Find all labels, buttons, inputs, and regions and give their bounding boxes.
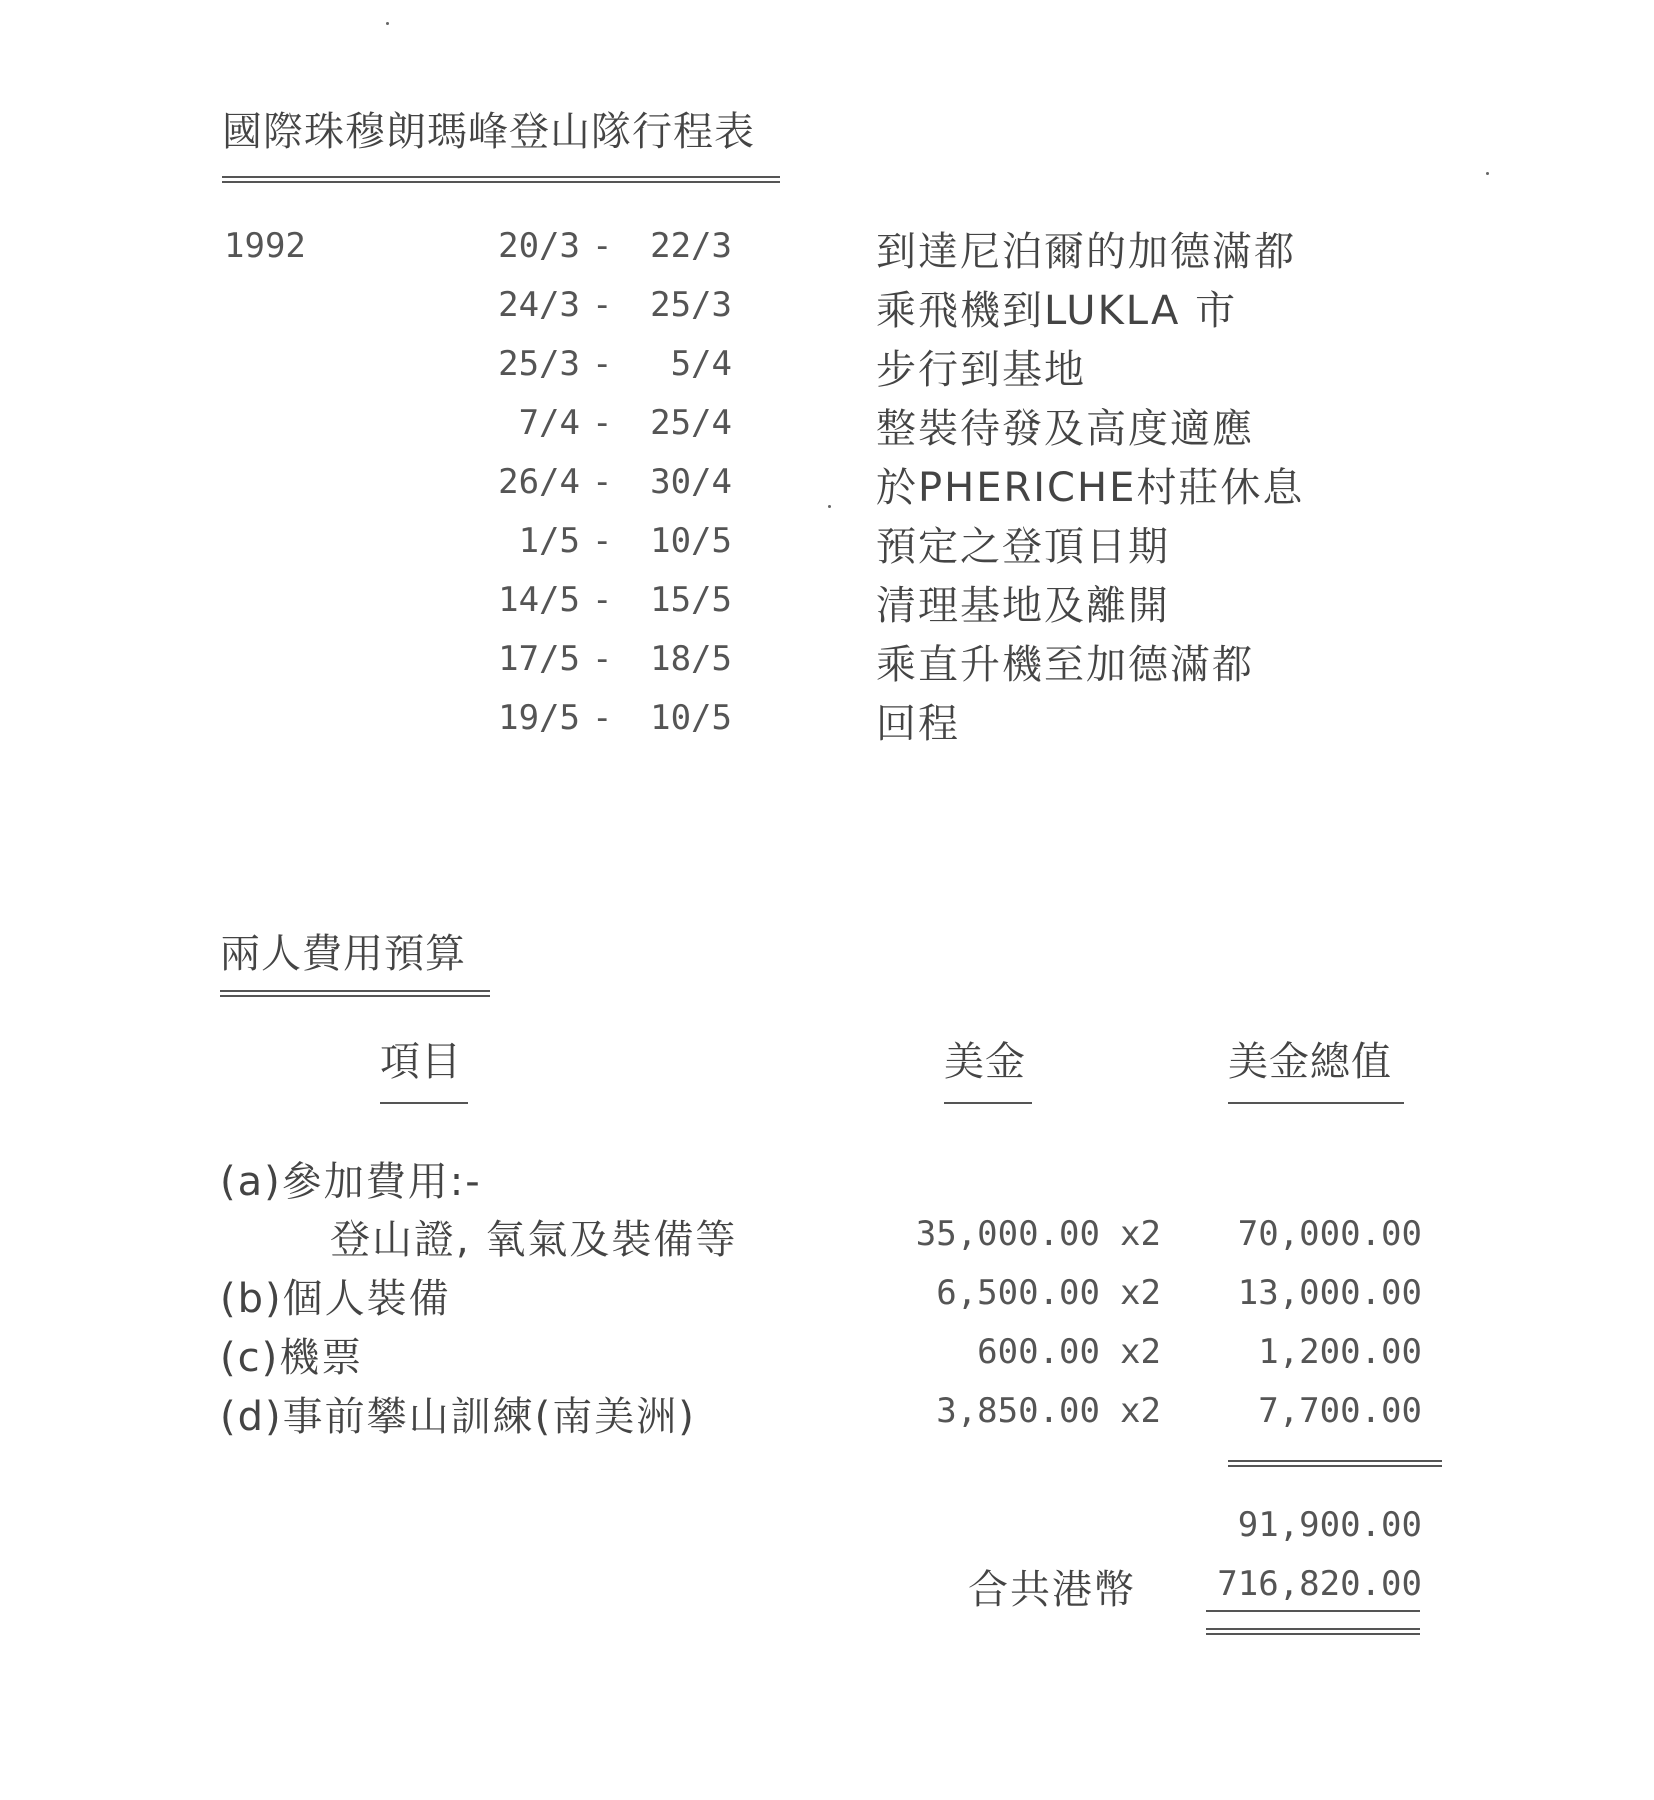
itinerary-desc: 清理基地及離開	[876, 583, 1170, 629]
subtotal-rule	[1228, 1460, 1442, 1467]
itinerary-dash: -	[592, 403, 613, 443]
budget-item-label: (c)機票	[220, 1335, 364, 1381]
hkd-total-value: 716,820.00	[1217, 1564, 1422, 1604]
stray-mark	[386, 22, 389, 25]
header-usd-total: 美金總值	[1228, 1039, 1392, 1085]
budget-usd: 6,500.00	[936, 1273, 1100, 1313]
itinerary-end: 25/3	[650, 285, 732, 325]
budget-mult: x2	[1120, 1391, 1161, 1431]
itinerary-start: 25/3	[498, 344, 580, 384]
itinerary-end: 25/4	[650, 403, 732, 443]
itinerary-start: 7/4	[518, 403, 580, 443]
header-usd: 美金	[944, 1039, 1026, 1085]
budget-total: 70,000.00	[1237, 1214, 1422, 1254]
itinerary-dash: -	[592, 285, 613, 325]
itinerary-year: 1992	[224, 226, 306, 266]
itinerary-desc: 整裝待發及高度適應	[876, 406, 1254, 452]
hkd-total-double-rule	[1206, 1628, 1420, 1635]
itinerary-end: 30/4	[650, 462, 732, 502]
itinerary-desc: 乘飛機到LUKLA 市	[876, 288, 1238, 334]
budget-usd: 600.00	[977, 1332, 1100, 1372]
itinerary-start: 1/5	[518, 521, 580, 561]
budget-mult: x2	[1120, 1214, 1161, 1254]
itinerary-start: 17/5	[498, 639, 580, 679]
itinerary-start: 20/3	[498, 226, 580, 266]
budget-title-underline	[220, 990, 490, 997]
itinerary-dash: -	[592, 226, 613, 266]
budget-total: 1,200.00	[1258, 1332, 1422, 1372]
itinerary-end: 10/5	[650, 521, 732, 561]
itinerary-dash: -	[592, 698, 613, 738]
itinerary-desc: 步行到基地	[876, 347, 1086, 393]
itinerary-end: 5/4	[670, 344, 732, 384]
itinerary-title: 國際珠穆朗瑪峰登山隊行程表	[222, 109, 755, 155]
header-usd-underline	[944, 1102, 1032, 1104]
itinerary-desc: 到達尼泊爾的加德滿都	[876, 229, 1296, 275]
budget-usd: 35,000.00	[915, 1214, 1100, 1254]
itinerary-end: 22/3	[650, 226, 732, 266]
itinerary-dash: -	[592, 580, 613, 620]
itinerary-start: 24/3	[498, 285, 580, 325]
stray-mark	[828, 505, 831, 508]
itinerary-dash: -	[592, 639, 613, 679]
itinerary-desc: 於PHERICHE村莊休息	[876, 465, 1305, 511]
itinerary-title-underline	[222, 176, 780, 183]
itinerary-start: 19/5	[498, 698, 580, 738]
itinerary-desc: 乘直升機至加德滿都	[876, 642, 1254, 688]
hkd-total-top-rule	[1206, 1610, 1420, 1612]
itinerary-end: 10/5	[650, 698, 732, 738]
itinerary-start: 14/5	[498, 580, 580, 620]
hkd-total-label: 合共港幣	[968, 1567, 1136, 1613]
budget-usd: 3,850.00	[936, 1391, 1100, 1431]
itinerary-desc: 回程	[876, 701, 960, 747]
budget-title: 兩人費用預算	[220, 931, 466, 977]
header-item-underline	[380, 1102, 468, 1104]
itinerary-desc: 預定之登頂日期	[876, 524, 1170, 570]
itinerary-start: 26/4	[498, 462, 580, 502]
stray-mark	[1486, 172, 1489, 175]
budget-mult: x2	[1120, 1332, 1161, 1372]
budget-mult: x2	[1120, 1273, 1161, 1313]
header-usd-total-underline	[1228, 1102, 1404, 1104]
budget-group-label: (a)參加費用:-	[220, 1159, 482, 1205]
itinerary-dash: -	[592, 521, 613, 561]
budget-total: 7,700.00	[1258, 1391, 1422, 1431]
budget-subtotal: 91,900.00	[1237, 1505, 1422, 1545]
budget-item-label: (b)個人裝備	[220, 1276, 451, 1322]
itinerary-end: 15/5	[650, 580, 732, 620]
itinerary-end: 18/5	[650, 639, 732, 679]
itinerary-dash: -	[592, 344, 613, 384]
itinerary-dash: -	[592, 462, 613, 502]
budget-item-label: (d)事前攀山訓練(南美洲)	[220, 1394, 696, 1440]
budget-item-label: 登山證, 氧氣及裝備等	[330, 1217, 738, 1263]
header-item: 項目	[380, 1039, 462, 1085]
budget-total: 13,000.00	[1237, 1273, 1422, 1313]
